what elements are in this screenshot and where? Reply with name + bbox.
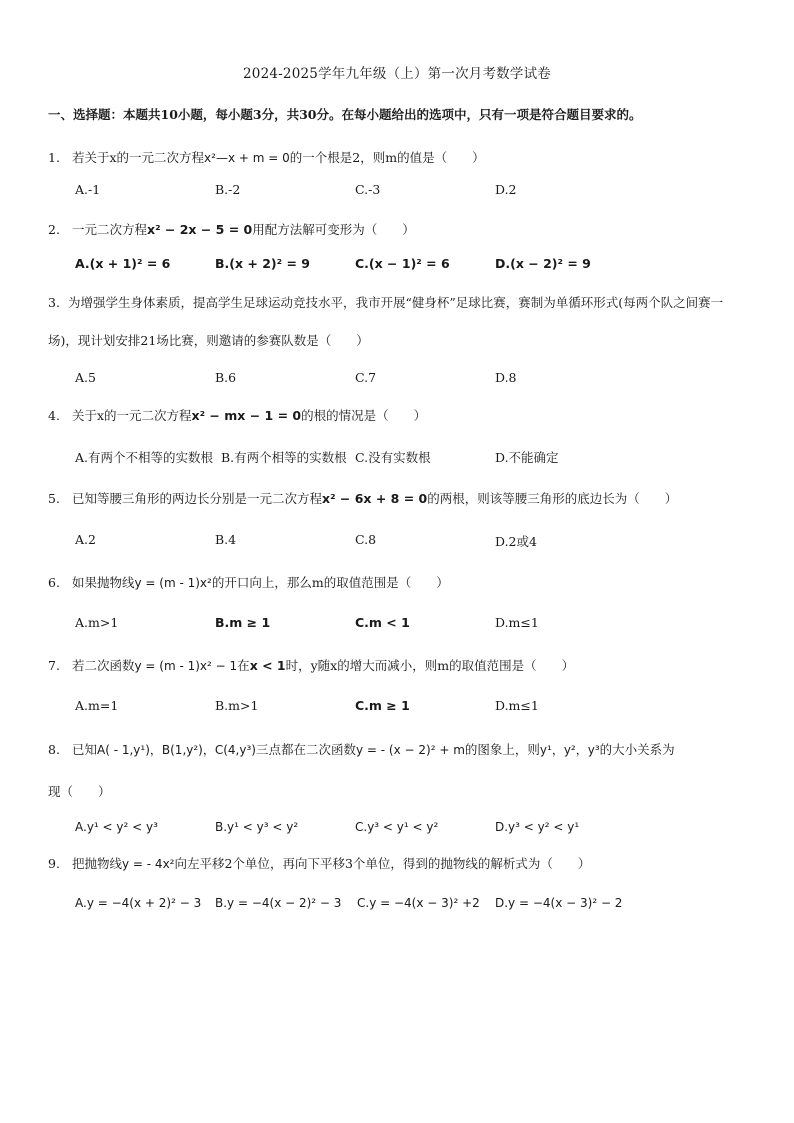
question-number: 2. (48, 222, 60, 237)
question-math: x² − mx − 1 = 0 (191, 408, 302, 423)
question-number: 5. (48, 491, 60, 506)
option-b: B.m>1 (215, 698, 259, 713)
question-stem: 若关于x的一元二次方程 (71, 150, 205, 165)
question-math: y = (m - 1)x² (134, 576, 212, 590)
option-c: C.y³ < y¹ < y² (355, 820, 439, 834)
option-d: D.不能确定 (495, 450, 559, 465)
option-c: C.(x − 1)² = 6 (355, 256, 450, 271)
option-a: A.-1 (75, 182, 101, 197)
exam-title: 2024-2025学年九年级（上）第一次月考数学试卷 (243, 66, 551, 82)
question-4 (48, 406, 426, 424)
option-b: B.4 (215, 532, 237, 547)
question-math: x < 1 (249, 658, 286, 673)
question-stem: 若二次函数 (71, 658, 135, 673)
question-math: y = (m - 1)x² − 1 (134, 659, 238, 673)
option-a: A.m=1 (75, 698, 119, 713)
question-stem: 用配方法解可变形为（ ） (252, 222, 415, 237)
question-stem: 把抛物线 (71, 856, 122, 871)
question-number: 1. (48, 150, 60, 165)
question-math: x²—x + m = 0 (204, 151, 290, 165)
option-d: D.(x − 2)² = 9 (495, 256, 591, 271)
question-5 (48, 489, 677, 507)
question-stem: 在 (237, 658, 250, 673)
option-c: C.y = −4(x − 3)² +2 (357, 896, 480, 910)
question-stem: 一元二次方程 (71, 222, 147, 237)
question-number: 6. (48, 575, 60, 590)
option-c: C.m < 1 (355, 615, 410, 630)
question-number: 3. (48, 295, 60, 310)
question-math: x² − 6x + 8 = 0 (322, 491, 428, 506)
question-2 (48, 220, 415, 238)
option-a: A.(x + 1)² = 6 (75, 256, 171, 271)
question-math: A( - 1,y¹)，B(1,y²)，C(4,y³) (97, 743, 256, 757)
question-7 (48, 656, 574, 674)
option-c: C.m ≥ 1 (355, 698, 410, 713)
question-stem: 的根的情况是（ ） (301, 408, 427, 423)
section-header: 一、选择题：本题共10小题，每小题3分，共30分。在每小题给出的选项中，只有一项是符合题目要求的。 (48, 107, 642, 122)
question-math: y¹，y²，y³ (539, 743, 600, 757)
option-a: A.y = −4(x + 2)² − 3 (75, 896, 202, 910)
question-stem: 如果抛物线 (71, 575, 135, 590)
question-math: x² − 2x − 5 = 0 (147, 222, 253, 237)
question-6 (48, 573, 449, 591)
option-c: C.没有实数根 (355, 450, 431, 465)
question-stem: 的大小关系为 (599, 742, 675, 757)
option-a: A.有两个不相等的实数根 (75, 450, 214, 465)
question-number: 8. (48, 742, 60, 757)
option-d: D.m≤1 (495, 698, 539, 713)
option-d: D.8 (495, 370, 517, 385)
option-d: D.m≤1 (495, 615, 539, 630)
question-1 (48, 148, 485, 166)
option-b: B.有两个相等的实数根 (221, 450, 347, 465)
option-a: A.m>1 (75, 615, 119, 630)
question-9 (48, 854, 590, 872)
option-b: B.y = −4(x − 2)² − 3 (215, 896, 342, 910)
option-b: B.m ≥ 1 (215, 615, 271, 630)
option-a: A.y¹ < y² < y³ (75, 820, 158, 834)
question-stem: 向左平移2个单位，再向下平移3个单位，得到的抛物线的解析式为（ ） (174, 856, 591, 871)
option-b: B.(x + 2)² = 9 (215, 256, 310, 271)
question-number: 9. (48, 856, 60, 871)
question-stem: 已知等腰三角形的两边长分别是一元二次方程 (71, 491, 322, 506)
option-c: C.8 (355, 532, 377, 547)
question-stem: 已知 (71, 742, 97, 757)
option-d: D.2或4 (495, 534, 537, 549)
option-b: B.6 (215, 370, 237, 385)
question-8-line-2 (48, 782, 111, 800)
option-a: A.2 (75, 532, 96, 547)
question-stem: 的两根，则该等腰三角形的底边长为（ ） (427, 491, 678, 506)
question-math: y = - 4x² (122, 857, 175, 871)
question-stem: 的开口向上，那么m的取值范围是（ ） (211, 575, 449, 590)
question-stem: 为增强学生身体素质，提高学生足球运动竞技水平，我市开展“健身杯”足球比赛，赛制为单循环形式(每两个队之间赛一场)，现计划安排21场比赛，则邀请的参赛队数是（ ） (48, 295, 724, 348)
question-8 (48, 740, 675, 758)
question-3 (48, 284, 748, 360)
option-b: B.-2 (215, 182, 241, 197)
option-b: B.y¹ < y³ < y² (215, 820, 299, 834)
option-d: D.2 (495, 182, 517, 197)
question-stem: 时，y随x的增大而减小，则m的取值范围是（ ） (285, 658, 575, 673)
question-stem: 现（ ） (48, 784, 111, 799)
option-c: C.7 (355, 370, 377, 385)
question-stem: 三点都在二次函数 (255, 742, 356, 757)
question-stem: 的一个根是2，则m的值是（ ） (289, 150, 485, 165)
option-a: A.5 (75, 370, 96, 385)
option-c: C.-3 (355, 182, 381, 197)
question-number: 7. (48, 658, 60, 673)
question-stem: 的图象上，则 (464, 742, 540, 757)
question-math: y = - (x − 2)² + m (355, 743, 465, 757)
question-number: 4. (48, 408, 60, 423)
option-d: D.y = −4(x − 3)² − 2 (495, 896, 623, 910)
question-stem: 关于x的一元二次方程 (71, 408, 192, 423)
option-d: D.y³ < y² < y¹ (495, 820, 580, 834)
